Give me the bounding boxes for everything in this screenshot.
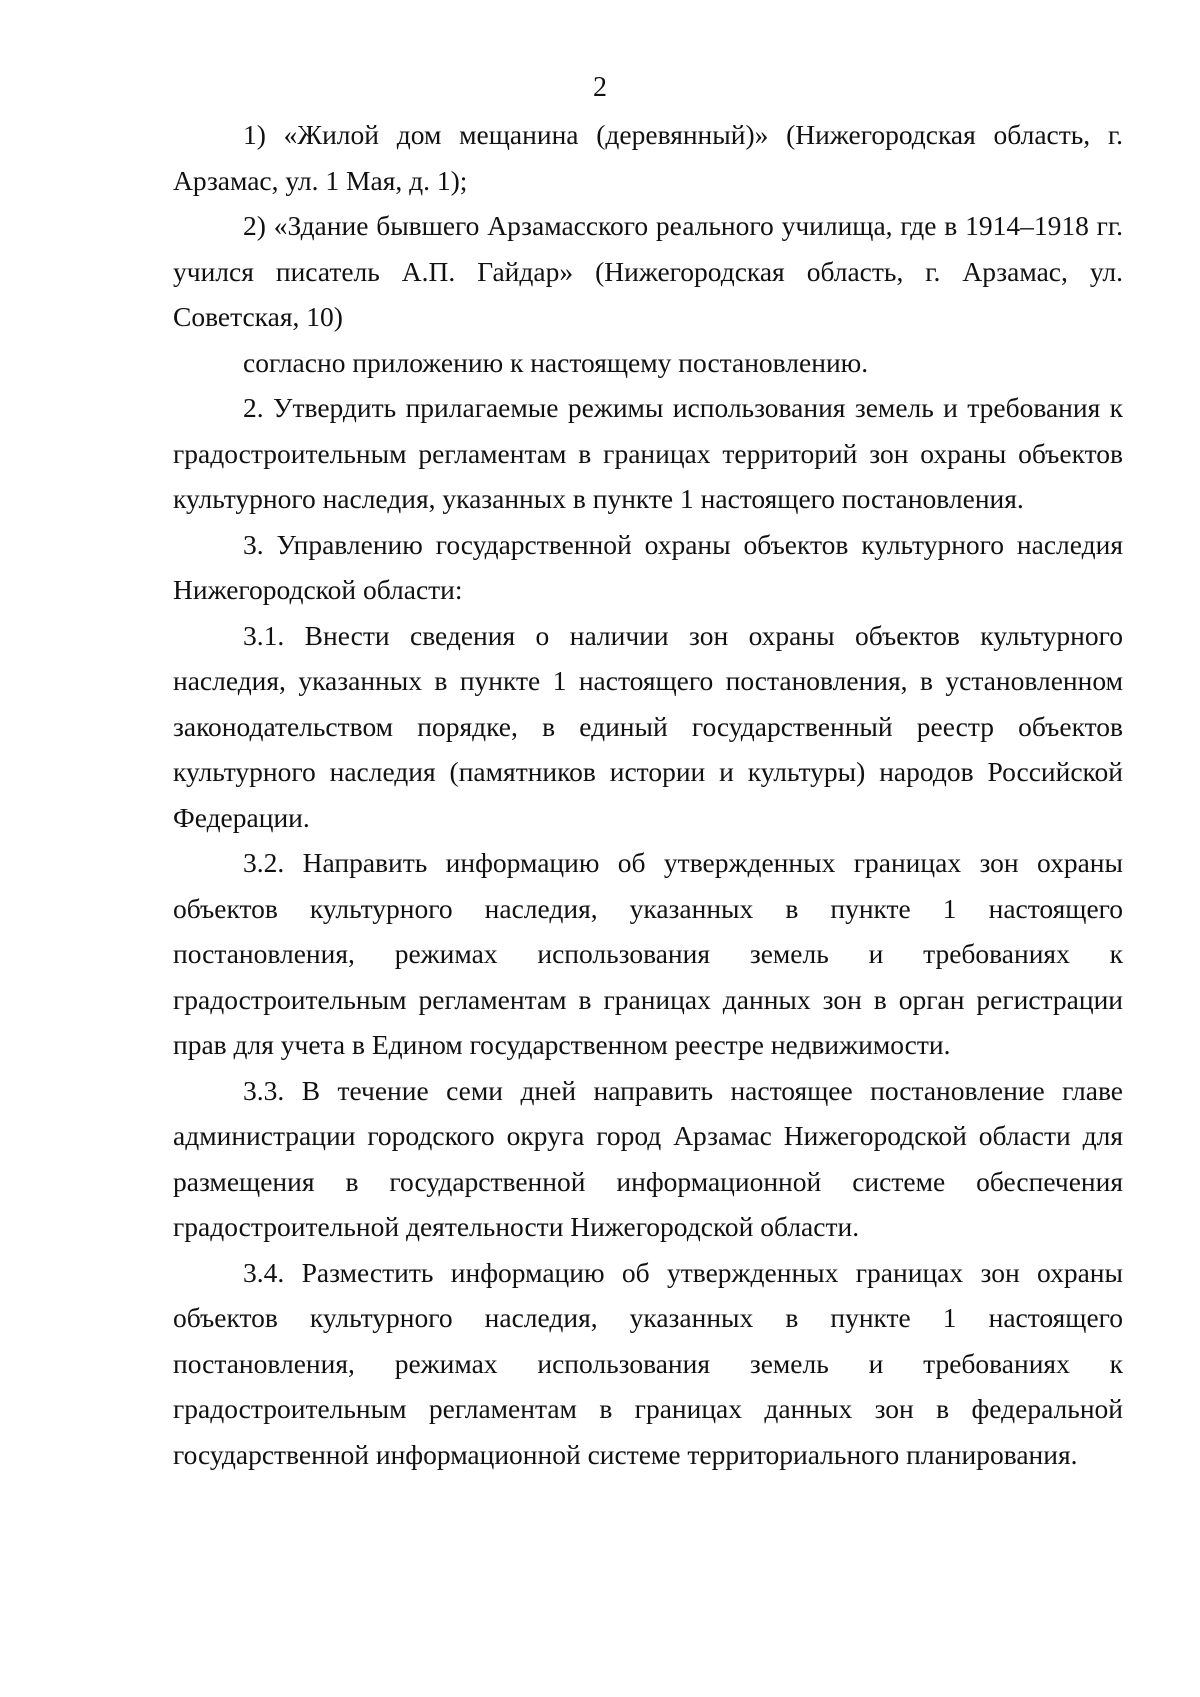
paragraph-item-continuation: согласно приложению к настоящему постановлению. — [243, 346, 869, 378]
paragraph-clause-3: 3. Управлению государственной охраны объектов культурного наследия Нижегородской области: — [173, 528, 1123, 605]
page-number: 2 — [593, 72, 607, 103]
paragraph-item-2: 2) «Здание бывшего Арзамасского реального училища, где в 1914–1918 гг. учился писатель А.П. Гайдар» (Нижегородская область, г. Арзамас, ул. Советская, 10) — [173, 210, 1123, 332]
paragraph-item-1: 1) «Жилой дом мещанина (деревянный)» (Нижегородская область, г. Арзамас, ул. 1 Мая, д. 1); — [173, 119, 1123, 196]
document-body — [173, 112, 1123, 1477]
paragraph-clause-3-4: 3.4. Разместить информацию об утвержденных границах зон охраны объектов культурного наследия, указанных в пункте 1 настоящего постановления, режимах использования земель и требованиях к градостроительным регламентам в границах данных зон в федеральной государственной информационной системе территориального планирования. — [173, 1256, 1123, 1470]
paragraph-clause-3-3: 3.3. В течение семи дней направить настоящее постановление главе администрации городского округа город Арзамас Нижегородской области для размещения в государственной информационной системе обеспечения градостроительной деятельности Нижегородской области. — [173, 1074, 1123, 1242]
paragraph-clause-3-2: 3.2. Направить информацию об утвержденных границах зон охраны объектов культурного наследия, указанных в пункте 1 настоящего постановления, режимах использования земель и требованиях к градостроительным регламентам в границах данных зон в орган регистрации прав для учета в Едином государственном реестре недвижимости. — [173, 847, 1123, 1060]
paragraph-clause-3-1: 3.1. Внести сведения о наличии зон охраны объектов культурного наследия, указанных в пункте 1 настоящего постановления, в установленном законодательством порядке, в единый государственный реестр объектов культурного наследия (памятников истории и культуры) народов Российской Федерации. — [173, 619, 1123, 833]
paragraph-clause-2: 2. Утвердить прилагаемые режимы использования земель и требования к градостроительным регламентам в границах территорий зон охраны объектов культурного наследия, указанных в пункте 1 настоящего постановления. — [173, 392, 1123, 514]
